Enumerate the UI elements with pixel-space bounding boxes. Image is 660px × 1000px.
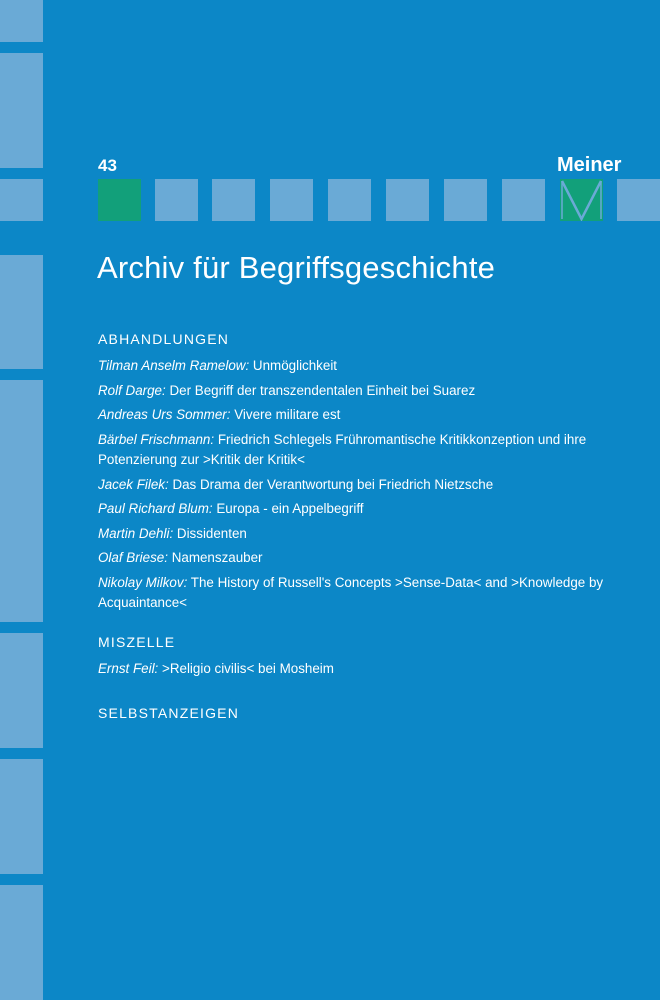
- table-of-contents: [98, 331, 628, 721]
- toc-entry: [98, 356, 628, 377]
- spine-block: [0, 759, 43, 874]
- entry-author: Martin Dehli:: [98, 525, 174, 541]
- entry-author: Bärbel Frischmann:: [98, 431, 215, 447]
- entry-author: Rolf Darge:: [98, 382, 166, 398]
- spine-block: [0, 633, 43, 748]
- entry-title: Dissidenten: [176, 525, 247, 541]
- entry-title: Vivere militare est: [234, 407, 341, 422]
- entry-title: The History of Russell's Concepts >Sense-Data< and >Knowledge by Acquaintance<: [98, 574, 604, 610]
- section-heading-miszelle: MISZELLE: [98, 633, 176, 650]
- meiner-m-logo-icon: [560, 179, 603, 221]
- entry-author: Jacek Filek:: [98, 476, 169, 492]
- entry-author: Andreas Urs Sommer:: [98, 407, 231, 422]
- toc-entry: [98, 405, 628, 426]
- toc-entry: [98, 475, 628, 496]
- strip-block: [155, 179, 198, 221]
- toc-entry: [98, 381, 628, 402]
- entry-title: Das Drama der Verantwortung bei Friedrich Nietzsche: [172, 476, 494, 492]
- strip-block: [444, 179, 487, 221]
- entry-author: Olaf Briese:: [98, 550, 168, 565]
- publisher-name: Meiner: [557, 154, 622, 176]
- toc-entry: [98, 573, 628, 614]
- entry-author: Ernst Feil:: [98, 660, 159, 676]
- entry-title: Unmöglichkeit: [252, 358, 338, 373]
- strip-block: [270, 179, 313, 221]
- entry-title: Der Begriff der transzendentalen Einheit bei Suarez: [169, 382, 476, 398]
- entry-title: Europa - ein Appelbegriff: [216, 501, 364, 516]
- entry-author: Tilman Anselm Ramelow:: [98, 358, 250, 373]
- toc-entry: [98, 499, 628, 520]
- section-heading-abhandlungen: ABHANDLUNGEN: [98, 331, 230, 347]
- section-heading-selbstanzeigen: SELBSTANZEIGEN: [98, 705, 240, 721]
- spine-block: [0, 0, 43, 42]
- entry-title: Namenszauber: [171, 550, 263, 565]
- strip-block: [328, 179, 371, 221]
- spine-block: [0, 53, 43, 168]
- spine-block: [0, 255, 43, 369]
- spine-block: [0, 885, 43, 1000]
- entry-author: Paul Richard Blum:: [98, 501, 213, 516]
- journal-title: Archiv für Begriffsgeschichte: [97, 250, 496, 285]
- entry-title: Friedrich Schlegels Frühromantische Kritikkonzeption und ihre Potenzierung zur >Kritik der Kritik<: [98, 431, 587, 467]
- entry-title: >Religio civilis< bei Mosheim: [162, 660, 334, 676]
- toc-entry: [98, 659, 628, 680]
- toc-entry: [98, 430, 628, 471]
- strip-block: [502, 179, 545, 221]
- toc-entry: [98, 548, 628, 569]
- strip-block-accent: [98, 179, 141, 221]
- toc-entry: [98, 524, 628, 545]
- spine-block: [0, 179, 43, 221]
- strip-block: [386, 179, 429, 221]
- entry-author: Nikolay Milkov:: [98, 574, 188, 590]
- strip-block: [212, 179, 255, 221]
- issue-number: 43: [98, 156, 117, 175]
- strip-block: [617, 179, 660, 221]
- spine-block: [0, 380, 43, 622]
